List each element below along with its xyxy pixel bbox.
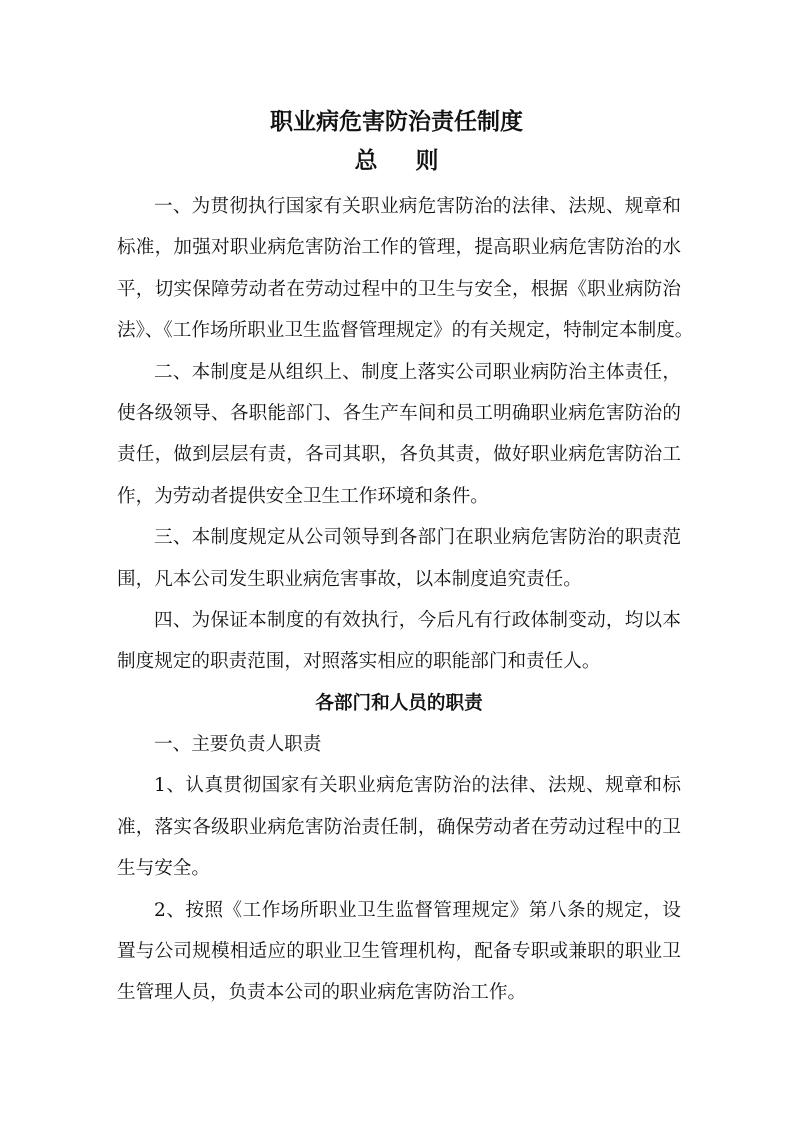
- paragraph-line: 使各级领导、各职能部门、各生产车间和员工明确职业病危害防治的: [117, 402, 681, 424]
- paragraph-line: 置与公司规模相适应的职业卫生管理机构，配备专职或兼职的职业卫: [117, 941, 681, 963]
- paragraph-line: 准，落实各级职业病危害防治责任制，确保劳动者在劳动过程中的卫: [117, 816, 681, 838]
- section-heading: 各部门和人员的职责: [315, 692, 483, 714]
- paragraph-line: 二、本制度是从组织上、制度上落实公司职业病防治主体责任，: [154, 361, 681, 383]
- paragraph-line: 2、按照《工作场所职业卫生监督管理规定》第八条的规定，设: [154, 899, 681, 921]
- paragraph-line: 作，为劳动者提供安全卫生工作环境和条件。: [117, 485, 489, 507]
- paragraph-line: 责任，做到层层有责，各司其职，各负其责，做好职业病危害防治工: [117, 444, 681, 466]
- document-title: 职业病危害防治责任制度: [270, 109, 523, 135]
- paragraph-line: 一、为贯彻执行国家有关职业病危害防治的法律、法规、规章和: [154, 196, 681, 217]
- paragraph-line: 1、认真贯彻国家有关职业病危害防治的法律、法规、规章和标: [154, 775, 681, 797]
- section-title-char: 总: [354, 148, 378, 174]
- paragraph-line: 围，凡本公司发生职业病危害事故，以本制度追究责任。: [117, 568, 582, 590]
- paragraph-line: 法》、《工作场所职业卫生监督管理规定》的有关规定，特制定本制度。: [117, 320, 694, 342]
- paragraph-line: 平，切实保障劳动者在劳动过程中的卫生与安全，根据《职业病防治: [117, 278, 681, 300]
- paragraph-line: 生与安全。: [117, 858, 210, 880]
- paragraph-line: 生管理人员，负责本公司的职业病危害防治工作。: [117, 982, 527, 1004]
- section-title-general: [0, 145, 793, 177]
- paragraph-line: 制度规定的职责范围，对照落实相应的职能部门和责任人。: [117, 651, 601, 673]
- document-body: [117, 186, 694, 1014]
- section-title-char: 则: [415, 148, 439, 174]
- paragraph-line: 标准，加强对职业病危害防治工作的管理，提高职业病危害防治的水: [117, 237, 681, 259]
- paragraph-line: 四、为保证本制度的有效执行，今后凡有行政体制变动，均以本: [154, 609, 681, 631]
- paragraph-line: 一、主要负责人职责: [154, 734, 322, 756]
- paragraph-line: 三、本制度规定从公司领导到各部门在职业病危害防治的职责范: [154, 527, 681, 549]
